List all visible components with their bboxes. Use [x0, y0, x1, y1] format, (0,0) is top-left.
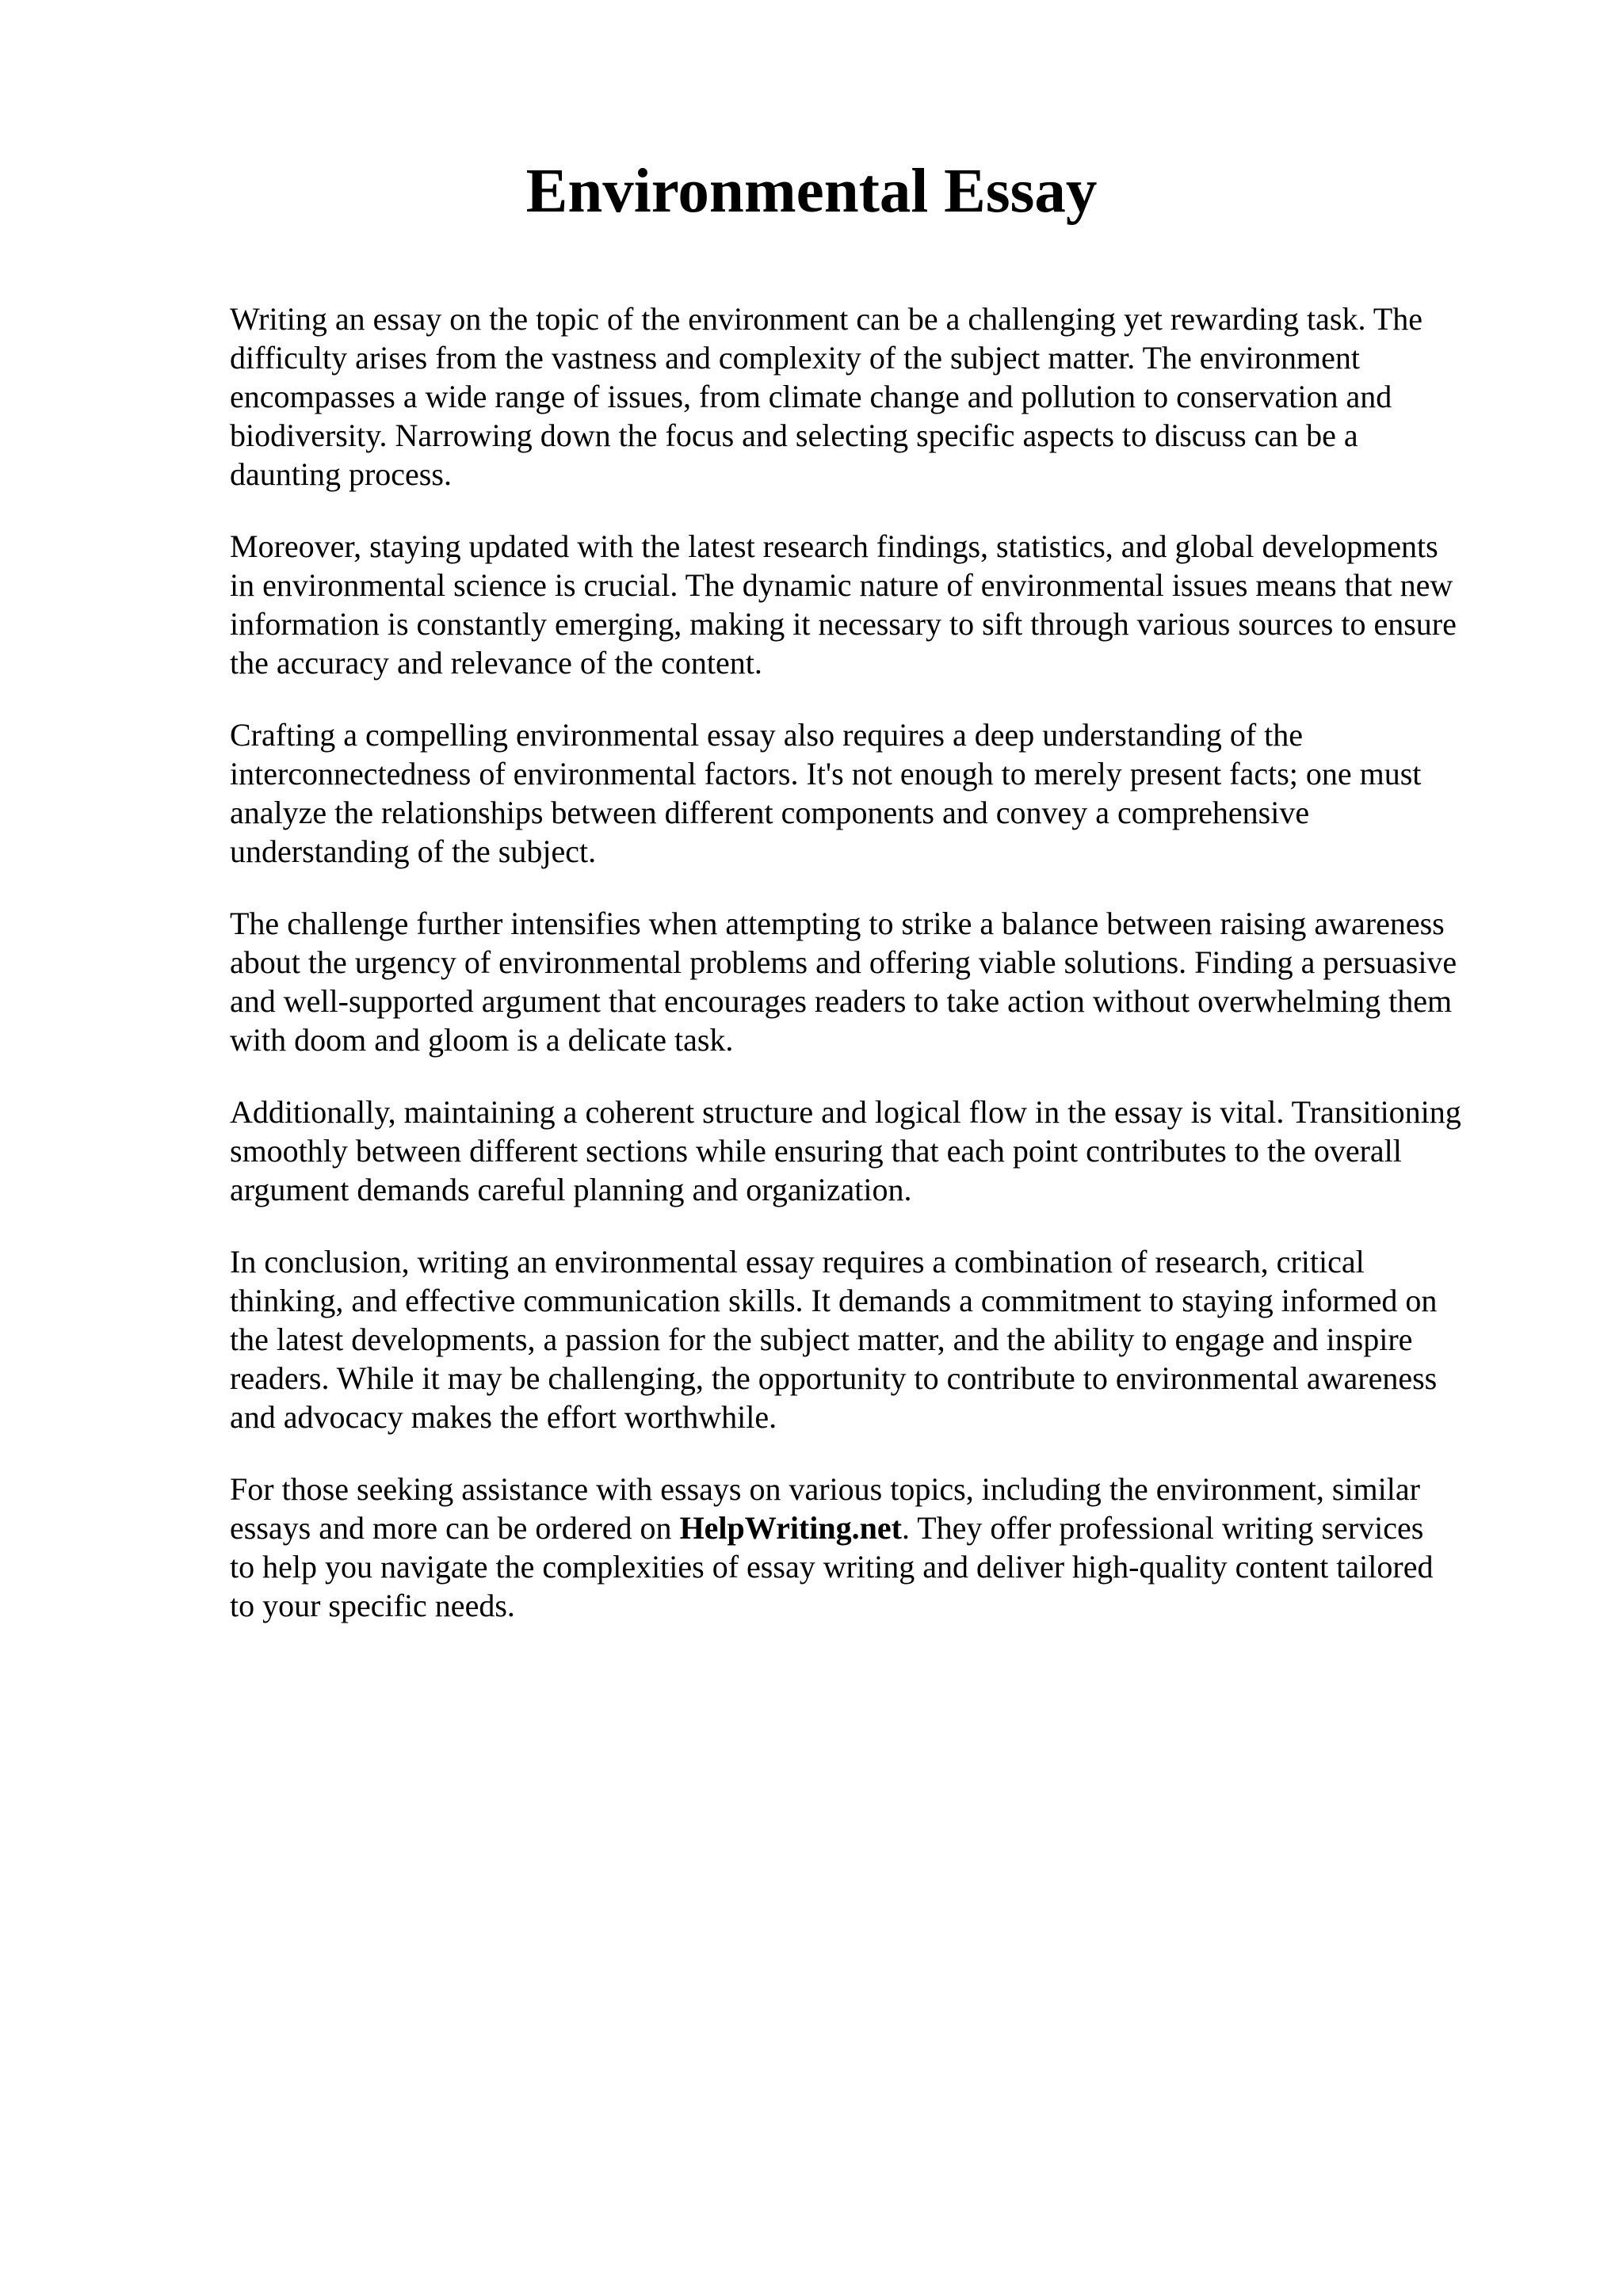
paragraph-6: In conclusion, writing an environmental essay requires a combination of research, critical thinking, and effective communication skills. It demands a commitment to staying informed on the latest developments, a passion for the subject matter, and the ability to engage and inspire readers. While it may be challenging, the opportunity to contribute to environmental awareness and advocacy makes the effort worthwhile.	[230, 1244, 1438, 1435]
page-title: Environmental Essay	[525, 157, 1098, 226]
paragraph-2: Moreover, staying updated with the latest research findings, statistics, and global developments in environmental science is crucial. The dynamic nature of environmental issues means that new information is constantly emerging, making it necessary to sift through various sources to ensure the accuracy and relevance of the content.	[230, 528, 1457, 681]
essay-body	[230, 299, 1522, 1658]
paragraph-7-text-after-link: . They offer professional writing services to help you navigate the complexities of essay writing and deliver high-quality content tailored to your specific needs.	[230, 1510, 1434, 1623]
paragraph-7	[230, 1470, 1522, 1625]
helpwriting-link[interactable]: HelpWriting.net	[679, 1510, 902, 1546]
paragraph-1: Writing an essay on the topic of the environment can be a challenging yet rewarding task. The difficulty arises from the vastness and complexity of the subject matter. The environment encompasses a wide range of issues, from climate change and pollution to conservation and biodiversity. Narrowing down the focus and selecting specific aspects to discuss can be a daunting process.	[230, 301, 1423, 492]
paragraph-4: The challenge further intensifies when attempting to strike a balance between raising awareness about the urgency of environmental problems and offering viable solutions. Finding a persuasive and well-supported argument that encourages readers to take action without overwhelming them with doom and gloom is a delicate task.	[230, 906, 1457, 1058]
paragraph-5: Additionally, maintaining a coherent structure and logical flow in the essay is vital. Transitioning smoothly between different sections while ensuring that each point contributes to the overall argument demands careful planning and organization.	[230, 1094, 1461, 1207]
paragraph-3: Crafting a compelling environmental essay also requires a deep understanding of the interconnectedness of environmental factors. It's not enough to merely present facts; one must analyze the relationships between different components and convey a comprehensive understanding of the subject.	[230, 717, 1422, 869]
paragraph-7-text-before-link: For those seeking assistance with essays on various topics, including the environment, similar essays and more can be ordered on	[230, 1471, 1420, 1546]
